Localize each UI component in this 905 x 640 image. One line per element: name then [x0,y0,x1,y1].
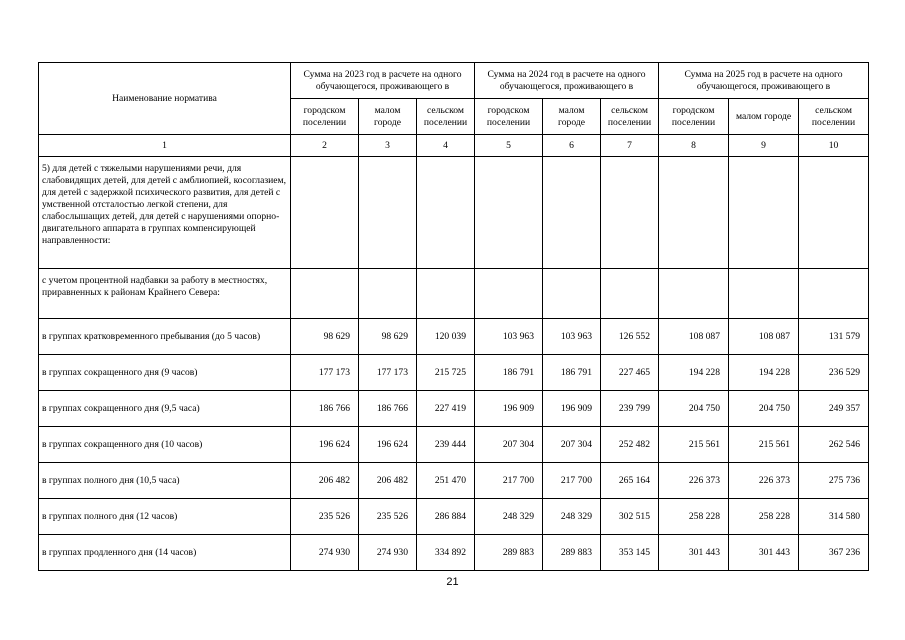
subheader-urban: городском поселении [475,99,543,135]
column-number: 4 [417,135,475,157]
value-cell: 206 482 [291,463,359,499]
value-cell: 215 725 [417,355,475,391]
table-row [39,319,869,355]
value-cell [475,157,543,269]
value-cell [799,269,869,319]
value-cell: 367 236 [799,535,869,571]
value-cell [729,157,799,269]
value-cell: 227 465 [601,355,659,391]
value-cell: 301 443 [659,535,729,571]
row-name-cell: 5) для детей с тяжелыми нарушениями речи, для слабовидящих детей, для детей с амблиопией, косоглазием, для детей с задержкой психического развития, для детей с умственной отсталостью легкой степени, для слабослышащих детей, для детей с нарушениями опорно-двигательного аппарата в группах компенсирующей направленности: [39,157,291,269]
value-cell [475,269,543,319]
value-cell: 196 909 [543,391,601,427]
value-cell: 274 930 [359,535,417,571]
value-cell [799,157,869,269]
value-cell: 177 173 [359,355,417,391]
column-number: 6 [543,135,601,157]
value-cell: 226 373 [659,463,729,499]
column-number: 3 [359,135,417,157]
value-cell: 239 444 [417,427,475,463]
column-number: 8 [659,135,729,157]
value-cell: 248 329 [543,499,601,535]
value-cell: 194 228 [729,355,799,391]
value-cell [729,269,799,319]
value-cell: 239 799 [601,391,659,427]
value-cell: 289 883 [475,535,543,571]
value-cell: 314 580 [799,499,869,535]
row-name-cell: в группах полного дня (10,5 часа) [39,463,291,499]
value-cell: 235 526 [359,499,417,535]
subheader-rural: сельском поселении [799,99,869,135]
value-cell: 334 892 [417,535,475,571]
value-cell: 275 736 [799,463,869,499]
value-cell: 98 629 [359,319,417,355]
row-name-cell: с учетом процентной надбавки за работу в местностях, приравненных к районам Крайнего Севера: [39,269,291,319]
table-row [39,391,869,427]
value-cell: 186 791 [475,355,543,391]
value-cell: 226 373 [729,463,799,499]
table-row [39,355,869,391]
header-group-2024: Сумма на 2024 год в расчете на одного обучающегося, проживающего в [475,63,659,99]
value-cell: 186 791 [543,355,601,391]
table-body [39,157,869,571]
row-name-cell: в группах кратковременного пребывания (до 5 часов) [39,319,291,355]
value-cell: 227 419 [417,391,475,427]
value-cell: 206 482 [359,463,417,499]
value-cell: 103 963 [543,319,601,355]
value-cell [417,269,475,319]
header-group-2025: Сумма на 2025 год в расчете на одного обучающегося, проживающего в [659,63,869,99]
value-cell: 262 546 [799,427,869,463]
column-number: 10 [799,135,869,157]
value-cell: 236 529 [799,355,869,391]
value-cell: 251 470 [417,463,475,499]
value-cell: 249 357 [799,391,869,427]
column-number: 5 [475,135,543,157]
subheader-small-town: малом городе [729,99,799,135]
value-cell: 217 700 [543,463,601,499]
value-cell: 103 963 [475,319,543,355]
value-cell: 207 304 [475,427,543,463]
subheader-small-town: малом городе [543,99,601,135]
table-row [39,269,869,319]
value-cell: 265 164 [601,463,659,499]
value-cell: 98 629 [291,319,359,355]
table-row [39,463,869,499]
value-cell: 120 039 [417,319,475,355]
table-row [39,157,869,269]
header-name-cell: Наименование норматива [39,63,291,135]
value-cell: 204 750 [659,391,729,427]
row-name-cell: в группах сокращенного дня (9 часов) [39,355,291,391]
row-name-cell: в группах полного дня (12 часов) [39,499,291,535]
value-cell: 207 304 [543,427,601,463]
value-cell: 186 766 [359,391,417,427]
page-number: 21 [446,576,459,588]
value-cell: 126 552 [601,319,659,355]
header-row-groups [39,63,869,99]
value-cell: 196 909 [475,391,543,427]
value-cell [291,269,359,319]
value-cell: 196 624 [291,427,359,463]
value-cell [359,157,417,269]
value-cell: 186 766 [291,391,359,427]
value-cell: 286 884 [417,499,475,535]
value-cell: 177 173 [291,355,359,391]
value-cell [543,157,601,269]
value-cell: 215 561 [729,427,799,463]
column-number: 7 [601,135,659,157]
value-cell: 252 482 [601,427,659,463]
subheader-urban: городском поселении [659,99,729,135]
column-number: 9 [729,135,799,157]
value-cell [659,269,729,319]
column-number-row [39,135,869,157]
value-cell: 258 228 [729,499,799,535]
subheader-small-town: малом городе [359,99,417,135]
value-cell: 108 087 [659,319,729,355]
value-cell: 235 526 [291,499,359,535]
value-cell: 196 624 [359,427,417,463]
normatives-table [38,62,869,571]
value-cell: 194 228 [659,355,729,391]
value-cell: 204 750 [729,391,799,427]
value-cell [291,157,359,269]
value-cell [601,157,659,269]
subheader-rural: сельском поселении [601,99,659,135]
subheader-rural: сельском поселении [417,99,475,135]
header-group-2023: Сумма на 2023 год в расчете на одного обучающегося, проживающего в [291,63,475,99]
table-row [39,427,869,463]
value-cell [417,157,475,269]
value-cell [543,269,601,319]
row-name-cell: в группах сокращенного дня (10 часов) [39,427,291,463]
value-cell [359,269,417,319]
value-cell: 301 443 [729,535,799,571]
row-name-cell: в группах сокращенного дня (9,5 часа) [39,391,291,427]
column-number: 2 [291,135,359,157]
value-cell: 274 930 [291,535,359,571]
column-number: 1 [39,135,291,157]
value-cell: 353 145 [601,535,659,571]
value-cell [601,269,659,319]
table-row [39,499,869,535]
value-cell [659,157,729,269]
value-cell: 289 883 [543,535,601,571]
table-row [39,535,869,571]
value-cell: 217 700 [475,463,543,499]
value-cell: 302 515 [601,499,659,535]
row-name-cell: в группах продленного дня (14 часов) [39,535,291,571]
value-cell: 131 579 [799,319,869,355]
value-cell: 248 329 [475,499,543,535]
value-cell: 108 087 [729,319,799,355]
subheader-urban: городском поселении [291,99,359,135]
value-cell: 258 228 [659,499,729,535]
value-cell: 215 561 [659,427,729,463]
